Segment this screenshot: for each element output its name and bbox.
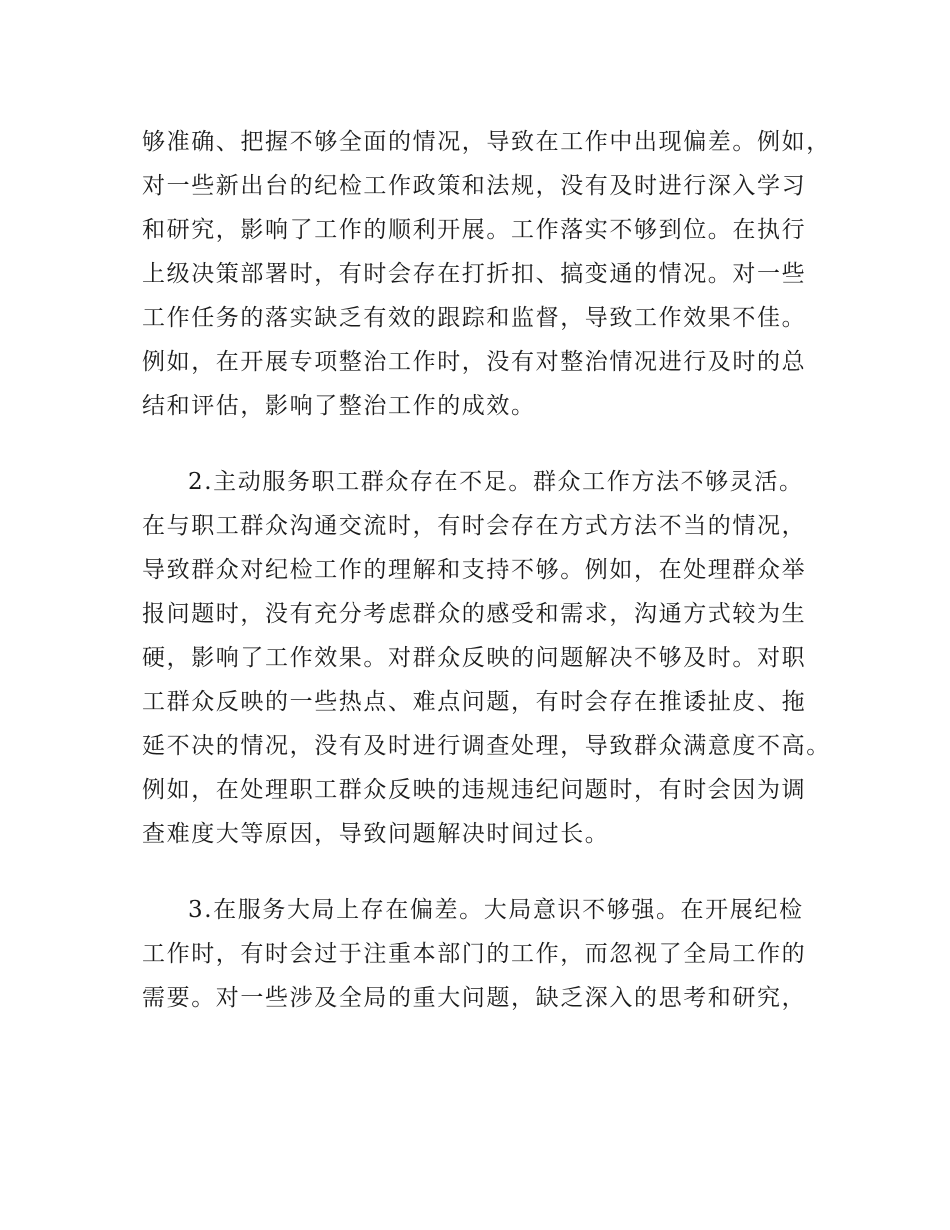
para-1-line-4: 上级决策部署时，有时会存在打折扣、搞变通的情况。对一些 — [142, 261, 807, 287]
para-2-line-8: 例如，在处理职工群众反映的违规违纪问题时，有时会因为调 — [142, 777, 807, 803]
para-3-line-3: 需要。对一些涉及全局的重大问题，缺乏深入的思考和研究， — [142, 985, 807, 1011]
para-1-line-7: 结和评估，影响了整治工作的成效。 — [142, 393, 536, 419]
para-2-line-6: 工群众反映的一些热点、难点问题，有时会存在推诿扯皮、拖 — [142, 689, 807, 715]
para-2-line-5: 硬，影响了工作效果。对群众反映的问题解决不够及时。对职 — [142, 645, 807, 671]
para-1-line-5: 工作任务的落实缺乏有效的跟踪和监督，导致工作效果不佳。 — [142, 305, 807, 331]
para-2-line-7: 延不决的情况，没有及时进行调查处理，导致群众满意度不高。 — [142, 733, 831, 759]
para-1-line-1: 够准确、把握不够全面的情况，导致在工作中出现偏差。例如， — [142, 129, 831, 155]
para-1-line-3: 和研究，影响了工作的顺利开展。工作落实不够到位。在执行 — [142, 217, 807, 243]
para-2-line-4: 报问题时，没有充分考虑群众的感受和需求，沟通方式较为生 — [142, 601, 807, 627]
para-3-line-1: 3.在服务大局上存在偏差。大局意识不够强。在开展纪检 — [188, 897, 804, 923]
para-1-line-6: 例如，在开展专项整治工作时，没有对整治情况进行及时的总 — [142, 349, 807, 375]
para-3-line-2: 工作时，有时会过于注重本部门的工作，而忽视了全局工作的 — [142, 941, 807, 967]
para-2-line-9: 查难度大等原因，导致问题解决时间过长。 — [142, 821, 610, 847]
para-1-line-2: 对一些新出台的纪检工作政策和法规，没有及时进行深入学习 — [142, 173, 807, 199]
para-2-line-2: 在与职工群众沟通交流时，有时会存在方式方法不当的情况， — [142, 513, 807, 539]
para-2-line-3: 导致群众对纪检工作的理解和支持不够。例如，在处理群众举 — [142, 557, 807, 583]
para-2-line-1: 2.主动服务职工群众存在不足。群众工作方法不够灵活。 — [188, 469, 804, 495]
